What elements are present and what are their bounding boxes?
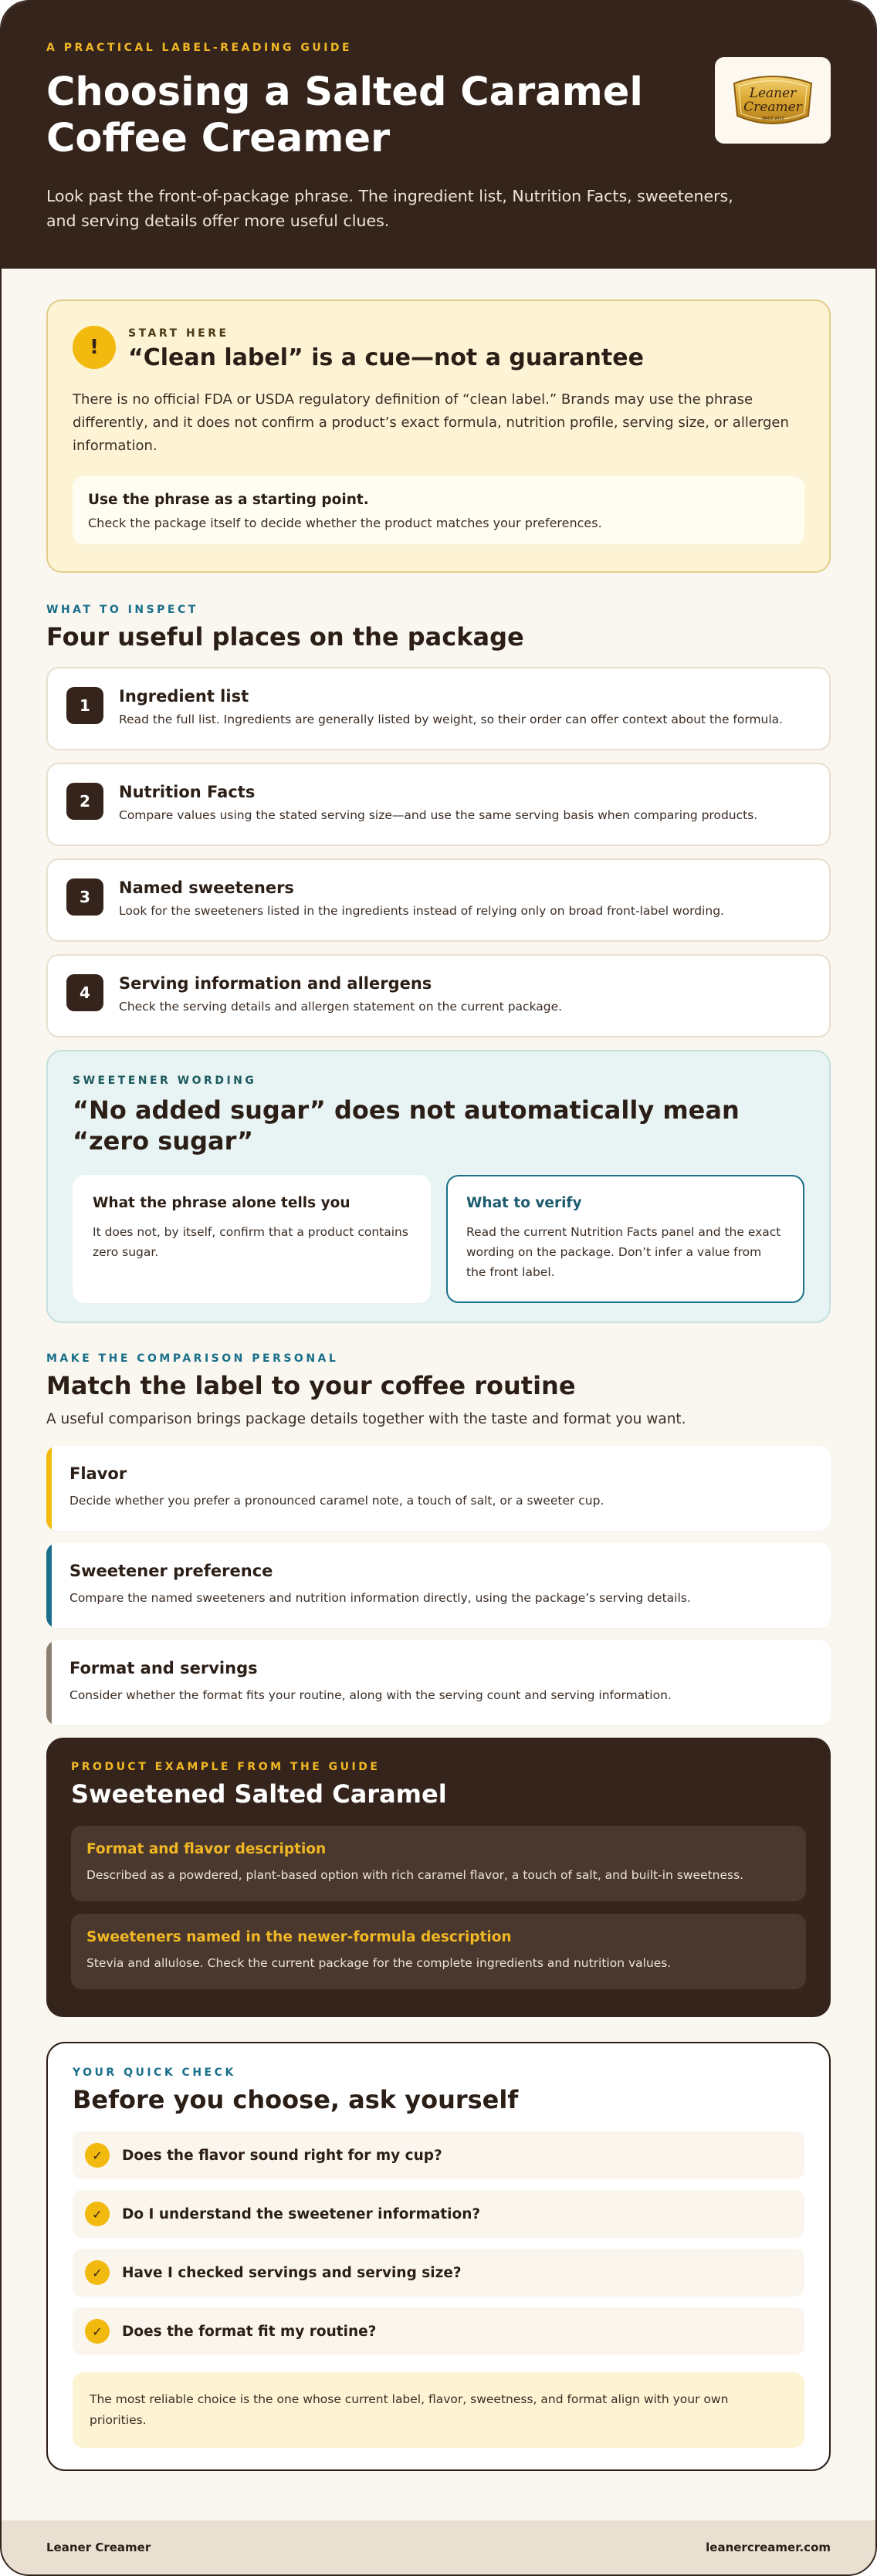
sweetener-kicker: SWEETENER WORDING: [73, 1075, 257, 1087]
inspect-item: [46, 954, 831, 1038]
comparison-item-text: Compare the named sweeteners and nutrition information directly, using the package’s serving details.: [69, 1591, 691, 1605]
comparison-subtitle: A useful comparison brings package details together with the taste and format you want.: [46, 1411, 686, 1427]
quick-check-note: The most reliable choice is the one whose current label, flavor, sweetness, and format align with your own priorities.: [73, 2372, 804, 2448]
leaner-creamer-logo-icon: [726, 68, 819, 133]
step-number: 2: [66, 783, 103, 820]
product-example-card: [46, 1738, 831, 2017]
comparison-section: [46, 1352, 831, 1725]
start-here-tip-text: Check the package itself to decide whether the product matches your preferences.: [88, 516, 602, 530]
product-detail-title: Format and flavor description: [86, 1841, 327, 1857]
inspect-item-text: Check the serving details and allergen statement on the current package.: [119, 1000, 563, 1014]
step-number: 4: [66, 974, 103, 1011]
quick-check-card: [46, 2042, 831, 2471]
verify-text: Read the current Nutrition Facts panel and the exact wording on the package. Don’t infer a value from the front label.: [466, 1225, 781, 1279]
product-detail: [71, 1914, 806, 1989]
product-title: Sweetened Salted Caramel: [71, 1779, 447, 1809]
start-here-title: “Clean label” is a cue—not a guarantee: [128, 344, 644, 371]
phrase-meaning-box: [73, 1175, 431, 1303]
step-number: 3: [66, 878, 103, 916]
quick-check-kicker: YOUR QUICK CHECK: [73, 2067, 236, 2079]
checklist-item: [73, 2190, 804, 2238]
logo-line1: Leaner: [749, 86, 797, 101]
brand-logo: [715, 57, 831, 144]
footer-url-link[interactable]: leanercreamer.com: [706, 2540, 831, 2554]
inspect-section: [46, 604, 831, 1038]
main-content: [2, 269, 875, 2471]
checklist-item-text: Does the format fit my routine?: [122, 2323, 377, 2340]
checkmark-icon: ✓: [85, 2143, 110, 2168]
start-here-kicker: START HERE: [128, 327, 229, 340]
checkmark-icon: ✓: [85, 2260, 110, 2285]
page-header: [2, 2, 875, 269]
comparison-item-text: Decide whether you prefer a pronounced caramel note, a touch of salt, or a sweeter cup.: [69, 1494, 604, 1508]
checklist-item: [73, 2249, 804, 2297]
comparison-item-title: Sweetener preference: [69, 1562, 273, 1580]
start-here-tip: [73, 476, 804, 544]
checkmark-icon: ✓: [85, 2202, 110, 2226]
comparison-kicker: MAKE THE COMPARISON PERSONAL: [46, 1352, 339, 1365]
checklist-item-text: Do I understand the sweetener information?: [122, 2205, 481, 2222]
inspect-item-title: Nutrition Facts: [119, 783, 256, 801]
product-detail-text: Described as a powdered, plant-based option with rich caramel flavor, a touch of salt, and built-in sweetness.: [86, 1868, 744, 1882]
accent-bar: [46, 1446, 52, 1531]
accent-bar: [46, 1543, 52, 1628]
logo-line2: Creamer: [743, 100, 802, 115]
sweetener-title: “No added sugar” does not automatically mean “zero sugar”: [73, 1095, 740, 1156]
inspect-item-text: Look for the sweeteners listed in the ingredients instead of relying only on broad front-label wording.: [119, 904, 724, 918]
comparison-item: [46, 1543, 831, 1628]
product-detail-text: Stevia and allulose. Check the current package for the complete ingredients and nutrition values.: [86, 1956, 672, 1970]
quick-check-title: Before you choose, ask yourself: [73, 2085, 519, 2114]
start-here-card: [46, 300, 831, 573]
accent-bar: [46, 1640, 52, 1725]
footer-brand: Leaner Creamer: [46, 2540, 151, 2554]
phrase-meaning-title: What the phrase alone tells you: [93, 1195, 350, 1211]
start-here-body: There is no official FDA or USDA regulatory definition of “clean label.” Brands may use the phrase differently, and it does not confirm a product’s exact formula, nutrition profile, serving size, or allergen information.: [73, 391, 789, 454]
comparison-item: [46, 1640, 831, 1725]
product-detail-title: Sweeteners named in the newer-formula description: [86, 1929, 512, 1945]
inspect-title: Four useful places on the package: [46, 622, 524, 652]
page-title: Choosing a Salted Caramel Coffee Creamer: [46, 69, 643, 161]
start-here-tip-title: Use the phrase as a starting point.: [88, 492, 369, 508]
product-kicker: PRODUCT EXAMPLE FROM THE GUIDE: [71, 1761, 381, 1773]
comparison-item-title: Flavor: [69, 1464, 127, 1483]
comparison-list: [46, 1446, 831, 1725]
inspect-item-text: Compare values using the stated serving size—and use the same serving basis when comparing products.: [119, 808, 758, 822]
inspect-item-title: Serving information and allergens: [119, 974, 432, 993]
inspect-item-title: Ingredient list: [119, 687, 249, 706]
checklist-item-text: Does the flavor sound right for my cup?: [122, 2147, 442, 2164]
header-kicker: A PRACTICAL LABEL-READING GUIDE: [46, 42, 353, 54]
step-number: 1: [66, 687, 103, 724]
sweetener-card: [46, 1050, 831, 1323]
inspect-item: [46, 858, 831, 942]
product-detail: [71, 1826, 806, 1901]
inspect-list: [46, 667, 831, 1038]
checklist-item: [73, 2131, 804, 2179]
checklist: [73, 2131, 804, 2355]
inspect-item-title: Named sweeteners: [119, 878, 294, 897]
inspect-item: [46, 763, 831, 846]
verify-title: What to verify: [466, 1195, 582, 1211]
logo-tagline: SINCE 2010: [761, 117, 784, 121]
verify-box: [446, 1175, 804, 1303]
checkmark-icon: ✓: [85, 2319, 110, 2344]
comparison-item-text: Consider whether the format fits your routine, along with the serving count and serving information.: [69, 1688, 672, 1702]
inspect-item-text: Read the full list. Ingredients are generally listed by weight, so their order can offer context about the formula.: [119, 713, 784, 726]
page-subtitle: Look past the front-of-package phrase. The ingredient list, Nutrition Facts, sweeteners, and serving details offer more useful clues.: [46, 187, 733, 230]
checklist-item-text: Have I checked servings and serving size?: [122, 2264, 462, 2281]
inspect-kicker: WHAT TO INSPECT: [46, 604, 198, 616]
alert-icon: !: [73, 326, 116, 369]
checklist-item: [73, 2307, 804, 2355]
page-footer: [2, 2520, 875, 2574]
phrase-meaning-text: It does not, by itself, confirm that a product contains zero sugar.: [93, 1225, 408, 1259]
inspect-item: [46, 667, 831, 750]
comparison-item-title: Format and servings: [69, 1659, 258, 1677]
comparison-item: [46, 1446, 831, 1531]
comparison-title: Match the label to your coffee routine: [46, 1371, 576, 1400]
